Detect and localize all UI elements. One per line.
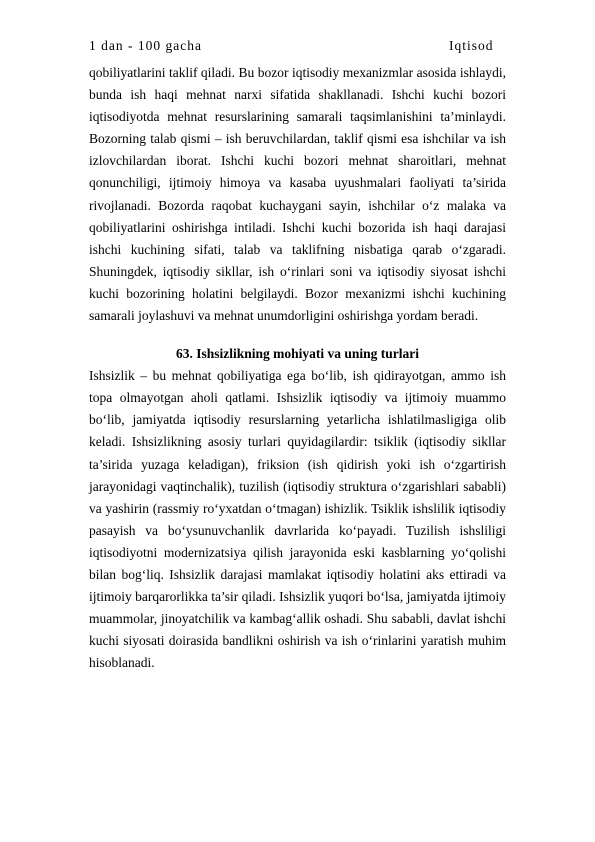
header-range-label: 1 dan - 100 gacha bbox=[89, 38, 202, 53]
body-paragraph: qobiliyatlarini taklif qiladi. Bu bozor iqtisodiy mexanizmlar asosida ishlaydi, bunda ish haqi mehnat narxi sifatida shakllanadi. Ishchi kuchi bozori iqtisodiyotda mehnat resurslarining samarali taqsimlanishini ta’minlaydi. Bozorning talab qismi – ish beruvchilardan, taklif qismi esa ishchilar va ish izlovchilardan iborat. Ishchi kuchi bozori mehnat sharoitlari, mehnat qonunchiligi, ijtimoiy himoya va kasaba uyushmalari faoliyati ta’sirida rivojlanadi. Bozorda raqobat kuchaygani sayin, ishchilar o‘z malaka va qobiliyatlarini oshirishga intiladi. Ishchi kuchi bozorida ish haqi darajasi ishchi kuchining sifati, talab va taklifning nisbatiga qarab o‘zgaradi. Shuningdek, iqtisodiy sikllar, ish o‘rinlari soni va iqtisodiy siyosat ishchi kuchi bozorining holatini belgilaydi. Bozor mexanizmi ishchi kuchining samarali joylashuvi va mehnat unumdorligini oshirishga yordam beradi. bbox=[89, 65, 506, 324]
header-subject-label: Iqtisod bbox=[449, 38, 494, 53]
section-paragraph: Ishsizlik – bu mehnat qobiliyatiga ega bo‘lib, ish qidirayotgan, ammo ish topa olmayotgan aholi qatlami. Ishsizlik iqtisodiy va ijtimoiy muammo bo‘lib, jamiyatda iqtisodiy resurslarning yetarlicha ishlatilmasligiga olib keladi. Ishsizlikning asosiy turlari quyidagilardir: tsiklik (iqtisodiy sikllar ta’sirida yuzaga keladigan), friksion (ish qidirish yoki ish o‘zgartirish jarayonidagi vaqtinchalik), tuzilish (iqtisodiy struktura o‘zgarishlari sababli) va yashirin (rassmiy ro‘yxatdan o‘tmagan) ishizlik. Tsiklik ishslilik iqtisodiy pasayish va bo‘ysunuvchanlik davrlarida ko‘payadi. Tuzilish ishsliligi iqtisodiyotni modernizatsiya qilish jarayonida eski kasblarning yo‘qolishi bilan bog‘liq. Ishsizlik darajasi mamlakat iqtisodiy holatini aks ettiradi va ijtimoiy barqarorlikka ta’sir qiladi. Ishsizlik yuqori bo‘lsa, jamiyatda ijtimoiy muammolar, jinoyatchilik va kambag‘allik oshadi. Shu sababli, davlat ishchi kuchi siyosati doirasida bandlikni oshirish va ish o‘rinlarini yaratish muhim hisoblanadi. bbox=[89, 368, 506, 671]
section-heading: 63. Ishsizlikning mohiyati va uning turlari bbox=[175, 346, 420, 362]
document-body bbox=[89, 62, 506, 674]
